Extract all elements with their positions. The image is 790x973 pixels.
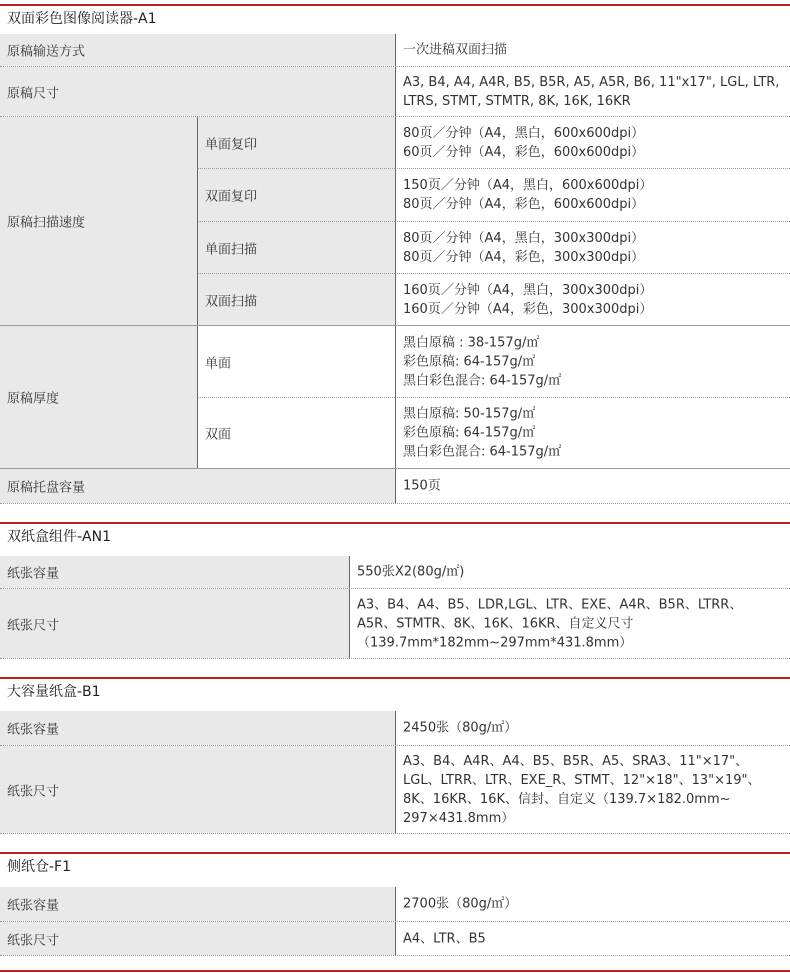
row-label-cell [0,469,395,503]
row-value: A3、B4、A4、B5、LDR,LGL、LTR、EXE、A4R、B5R、LTRR、 A5R、STMTR、8K、16K、16KR、自定义尺寸 （139.7mm*182mm~297mm*431.8mm） [357,597,743,650]
row-value-cell [395,746,790,833]
row-label: 纸张容量 [7,566,60,582]
row-value: A3, B4, A4, A4R, B5, B5R, A5, A5R, B6, 11"x17", LGL, LTR, LTRS, STMT, STMTR, 8K, 16K, 16KR [403,74,780,109]
row-value-cell [395,887,790,921]
row-label-cell [0,67,395,116]
sub-label-cell [197,222,395,274]
row-label: 纸张容量 [7,898,60,914]
row-value-cell [395,117,790,169]
row-label: 原稿尺寸 [7,86,60,101]
table-row [0,922,790,956]
section-title: 双面彩色图像阅读器-A1 [0,4,790,34]
row-value-cell [349,589,790,658]
sub-label-cell [197,169,395,222]
row-label: 原稿托盘容量 [7,480,86,496]
row-value: A4、LTR、B5 [403,931,486,946]
row-value: 黑白原稿 : 38-157g/㎡ 彩色原稿: 64-157g/㎡ 黑白彩色混合: 64-157g/㎡ [403,335,562,388]
table-row-group [0,117,790,326]
row-label: 原稿输送方式 [7,44,86,60]
row-label-cell [0,922,395,955]
row-label: 纸张容量 [7,722,60,738]
row-label: 原稿扫描速度 [7,215,86,231]
row-value-cell [349,556,790,588]
row-label: 原稿厚度 [7,391,60,407]
row-value: 黑白原稿: 50-157g/㎡ 彩色原稿: 64-157g/㎡ 黑白彩色混合: 64-157g/㎡ [403,406,562,460]
table-row [0,34,790,67]
sub-label: 双面扫描 [205,294,258,309]
sub-label-cell [197,326,395,398]
table-row-group [0,326,790,469]
row-label-cell [0,117,197,325]
row-label: 纸张尺寸 [7,784,60,799]
row-label-cell [0,589,349,658]
row-label-cell [0,556,349,588]
row-value-cell [395,222,790,274]
sub-label: 单面 [205,356,232,371]
row-value: A3、B4、A4R、A4、B5、B5R、A5、SRA3、11"×17"、 LGL、LTRR、LTR、EXE_R、STMT、12"×18"、13"×19"、 8K、16KR、16K、信封、自定义（139.7×182.0mm~ 297×431.8mm） [403,753,761,826]
sub-label: 单面复印 [205,137,258,152]
row-value: 160页／分钟（A4，黑白，300x300dpi） 160页／分钟（A4，彩色，300x300dpi） [403,282,653,317]
sub-label: 双面 [205,427,232,443]
row-value-cell [395,398,790,468]
row-value: 150页 [403,478,441,494]
row-label: 纸张尺寸 [7,933,60,948]
section-title: 大容量纸盒-B1 [0,677,790,707]
table-row [0,746,790,834]
row-label-cell [0,34,395,66]
row-value-cell [395,34,790,66]
row-value: 150页／分钟（A4，黑白，600x600dpi） 80页／分钟（A4，彩色，600x600dpi） [403,178,653,212]
table-row [0,469,790,504]
row-label-cell [0,746,395,833]
section-title: 双纸盒组件-AN1 [0,522,790,552]
row-value-cell [395,274,790,325]
sub-label-cell [197,398,395,468]
row-label-cell [0,887,395,921]
row-value: 80页／分钟（A4，黑白，300x300dpi） 80页／分钟（A4，彩色，300x300dpi） [403,230,645,265]
row-label-cell [0,711,395,745]
row-value: 80页／分钟（A4，黑白，600x600dpi） 60页／分钟（A4，彩色，600x600dpi） [403,125,645,160]
sub-label-cell [197,274,395,325]
row-label: 纸张尺寸 [7,618,60,633]
section-title: 侧纸仓-F1 [0,852,790,882]
table-row [0,711,790,746]
row-value: 2700张（80g/㎡） [403,896,518,912]
row-value-cell [395,711,790,745]
table-row [0,887,790,922]
row-value-cell [395,922,790,955]
row-label-cell [0,326,197,468]
table-row [0,556,790,589]
row-value-cell [395,169,790,222]
row-value-cell [395,326,790,398]
row-value: 550张X2(80g/㎡) [357,564,465,580]
sub-label: 单面扫描 [205,242,258,257]
sub-label: 双面复印 [205,189,258,205]
table-row [0,67,790,117]
row-value: 一次进稿双面扫描 [403,42,508,58]
row-value-cell [395,469,790,503]
section-divider [0,970,790,972]
row-value-cell [395,67,790,116]
sub-label-cell [197,117,395,169]
row-value: 2450张（80g/㎡） [403,720,518,736]
table-row [0,589,790,659]
